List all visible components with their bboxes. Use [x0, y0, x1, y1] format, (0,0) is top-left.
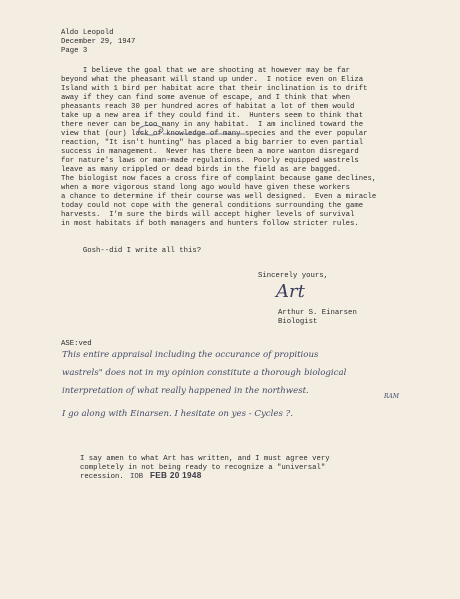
- received-date-stamp: FEB 20 1948: [150, 471, 202, 480]
- body-line: in most habitats if both managers and hunters follow stricter rules.: [61, 220, 359, 228]
- closing-question: Gosh--did I write all this?: [61, 247, 202, 255]
- body-line: harvests. I'm sure the birds will accept higher levels of survival: [61, 211, 355, 219]
- body-line: take up a new area if they could find it. Hunters seem to think that: [61, 112, 364, 120]
- body-line: leave as many crippled or dead birds in the field as are bagged.: [61, 166, 342, 174]
- body-line: when a more vigorous stand long ago would have given these workers: [61, 184, 351, 192]
- circle-mark: [139, 125, 163, 135]
- body-line: I believe the goal that we are shooting at however may be far: [61, 67, 351, 75]
- header-page: Page 3: [61, 47, 88, 55]
- signature: Art: [276, 281, 305, 302]
- typed-note-line: recession.: [80, 473, 124, 481]
- header-name: Aldo Leopold: [61, 29, 114, 37]
- body-line: for nature's laws or man-made regulations. Poorly equipped wastrels: [61, 157, 359, 165]
- body-line: reaction, "It isn't hunting" has placed a big barrier to even partial: [61, 139, 364, 147]
- typed-note-line: completely in not being ready to recognize a "universal": [80, 464, 326, 472]
- body-line: there never can be too many in any habitat. I am inclined toward the: [61, 121, 364, 129]
- body-line: pheasants reach 30 per hundred acres of habitat a lot of them would: [61, 103, 355, 111]
- typist-initials: ASE:ved: [61, 340, 92, 348]
- body-line: The biologist now faces a cross fire of complaint because game declines,: [61, 175, 377, 183]
- body-line: Island with 1 bird per habitat acre that their inclination is to drift: [61, 85, 368, 93]
- handwritten-note-line: This entire appraisal including the occurance of propitious: [62, 350, 319, 360]
- body-line: today could not cope with the general conditions surrounding the game: [61, 202, 364, 210]
- handwritten-note-line: wastrels" does not in my opinion constitute a thorough biological: [62, 368, 347, 378]
- handwritten-initials: RAM: [384, 393, 399, 400]
- header-date: December 29, 1947: [61, 38, 136, 46]
- body-line: away if they can find some avenue of escape, and I think that when: [61, 94, 351, 102]
- handwritten-note-line: I go along with Einarsen. I hesitate on yes - Cycles ?.: [62, 409, 293, 419]
- signer-title: Biologist: [278, 318, 318, 326]
- handwritten-note-line: interpretation of what really happened in the northwest.: [62, 386, 309, 396]
- closing-salutation: Sincerely yours,: [258, 272, 329, 280]
- body-line: beyond what the pheasant will stand up under. I notice even on Eliza: [61, 76, 364, 84]
- body-line: view that (our) lack of knowledge of many species and the ever popular: [61, 130, 368, 138]
- body-line: success in management. Never has there been a more wanton disregard: [61, 148, 359, 156]
- typed-note-line: I say amen to what Art has written, and I must agree very: [80, 455, 330, 463]
- body-line: a chance to determine if their course was well designed. Even a miracle: [61, 193, 377, 201]
- signer-name: Arthur S. Einarsen: [278, 309, 357, 317]
- stamp-prefix: IOB: [130, 473, 144, 481]
